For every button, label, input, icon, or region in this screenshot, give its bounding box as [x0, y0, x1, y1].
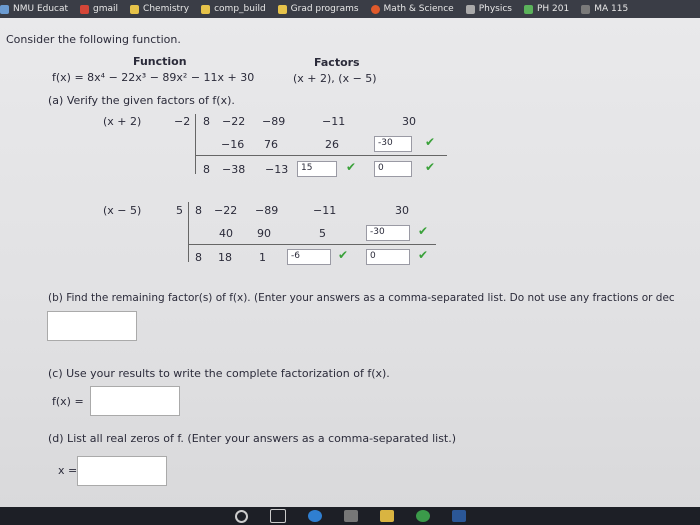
bookmark-label: PH 201	[537, 4, 570, 14]
site-icon	[371, 5, 380, 14]
div1-coeff: 8	[203, 115, 210, 128]
div2-root: 5	[176, 204, 183, 217]
div1-row3-value: −38	[222, 163, 246, 176]
div1-row3-value: −13	[265, 163, 289, 176]
check-icon: ✔	[425, 160, 436, 174]
div1-row2-value: −16	[221, 138, 245, 151]
part-d-label: x =	[58, 464, 78, 477]
div1-remainder-input[interactable]: 0	[374, 161, 412, 177]
div1-row2-value: 26	[325, 138, 339, 151]
div2-row2-value: 90	[257, 227, 271, 240]
function-text: f(x) = 8x⁴ − 22x³ − 89x² − 11x + 30	[52, 71, 255, 84]
bookmark-label: Physics	[478, 4, 512, 14]
bookmark-comp-build[interactable]	[201, 4, 266, 14]
div2-row2-value: 5	[319, 227, 326, 240]
bookmark-label: comp_build	[214, 4, 266, 14]
bookmark-label: Math & Science	[383, 4, 454, 14]
check-icon: ✔	[346, 160, 357, 174]
bookmark-label: NMU Educat	[13, 4, 69, 14]
store-icon[interactable]	[344, 510, 358, 522]
div2-row3-input[interactable]: -6	[287, 249, 331, 265]
taskbar	[0, 507, 700, 525]
bookmarks-bar	[0, 0, 700, 18]
grid-icon	[581, 5, 590, 14]
div1-coeff: 30	[402, 115, 416, 128]
div1-rule	[195, 155, 447, 156]
div2-factor: (x − 5)	[103, 204, 142, 217]
div2-row3-value: 1	[259, 251, 266, 264]
div1-root: −2	[174, 115, 191, 128]
bookmark-gmail[interactable]	[80, 4, 118, 14]
div2-row2-value: 40	[219, 227, 233, 240]
check-icon: ✔	[418, 248, 429, 262]
div2-row2-input[interactable]: -30	[366, 225, 410, 241]
div2-coeff: −22	[214, 204, 238, 217]
leaf-icon	[524, 5, 533, 14]
part-b-text: (b) Find the remaining factor(s) of f(x). (Enter your answers as a comma-separated list. Do not use any fractions or dec	[48, 292, 675, 304]
bookmark-label: Grad programs	[290, 4, 359, 14]
div1-coeff: −89	[262, 115, 286, 128]
bookmark-ma115[interactable]	[581, 4, 628, 14]
part-c-label: f(x) =	[52, 395, 84, 408]
part-c-text: (c) Use your results to write the complete factorization of f(x).	[48, 367, 390, 380]
div2-coeff: 8	[195, 204, 202, 217]
div1-row2-input[interactable]: -30	[374, 136, 412, 152]
function-header: Function	[133, 55, 187, 68]
div1-row2-value: 76	[264, 138, 278, 151]
remaining-factors-input[interactable]	[47, 311, 137, 341]
div2-row3-value: 8	[195, 251, 202, 264]
list-icon	[466, 5, 475, 14]
bookmark-ph201[interactable]	[524, 4, 569, 14]
div1-factor: (x + 2)	[103, 115, 142, 128]
bookmark-icon	[0, 5, 9, 14]
bookmark-nmu[interactable]	[0, 4, 68, 14]
bookmark-label: gmail	[93, 4, 119, 14]
folder-icon	[130, 5, 139, 14]
file-explorer-icon[interactable]	[380, 510, 394, 522]
edge-icon[interactable]	[308, 510, 322, 522]
chrome-icon[interactable]	[416, 510, 430, 522]
div2-rule	[188, 244, 436, 245]
part-d-text: (d) List all real zeros of f. (Enter your answers as a comma-separated list.)	[48, 432, 457, 445]
div2-coeff: 30	[395, 204, 409, 217]
gmail-icon	[80, 5, 89, 14]
folder-icon	[278, 5, 287, 14]
bookmark-grad-programs[interactable]	[278, 4, 359, 14]
bookmark-physics[interactable]	[466, 4, 512, 14]
bookmark-label: Chemistry	[143, 4, 190, 14]
factorization-input[interactable]	[90, 386, 180, 416]
div1-row3-value: 8	[203, 163, 210, 176]
div1-divider	[195, 114, 196, 174]
check-icon: ✔	[425, 135, 436, 149]
word-icon[interactable]	[452, 510, 466, 522]
factors-header: Factors	[314, 56, 360, 69]
div1-coeff: −11	[322, 115, 346, 128]
div2-row3-value: 18	[218, 251, 232, 264]
check-icon: ✔	[338, 248, 349, 262]
div2-coeff: −11	[313, 204, 337, 217]
bookmark-math-science[interactable]	[371, 4, 454, 14]
div2-divider	[188, 202, 189, 262]
folder-icon	[201, 5, 210, 14]
bookmark-label: MA 115	[594, 4, 629, 14]
task-view-icon[interactable]	[270, 509, 286, 523]
div2-remainder-input[interactable]: 0	[366, 249, 410, 265]
div1-row3-input[interactable]: 15	[297, 161, 337, 177]
div2-coeff: −89	[255, 204, 279, 217]
problem-page	[0, 18, 700, 507]
part-a-text: (a) Verify the given factors of f(x).	[48, 94, 235, 107]
search-icon[interactable]	[235, 510, 248, 523]
div1-coeff: −22	[222, 115, 246, 128]
bookmark-chemistry[interactable]	[130, 4, 189, 14]
intro-text: Consider the following function.	[6, 33, 181, 46]
check-icon: ✔	[418, 224, 429, 238]
real-zeros-input[interactable]	[77, 456, 167, 486]
factors-text: (x + 2), (x − 5)	[293, 72, 377, 85]
